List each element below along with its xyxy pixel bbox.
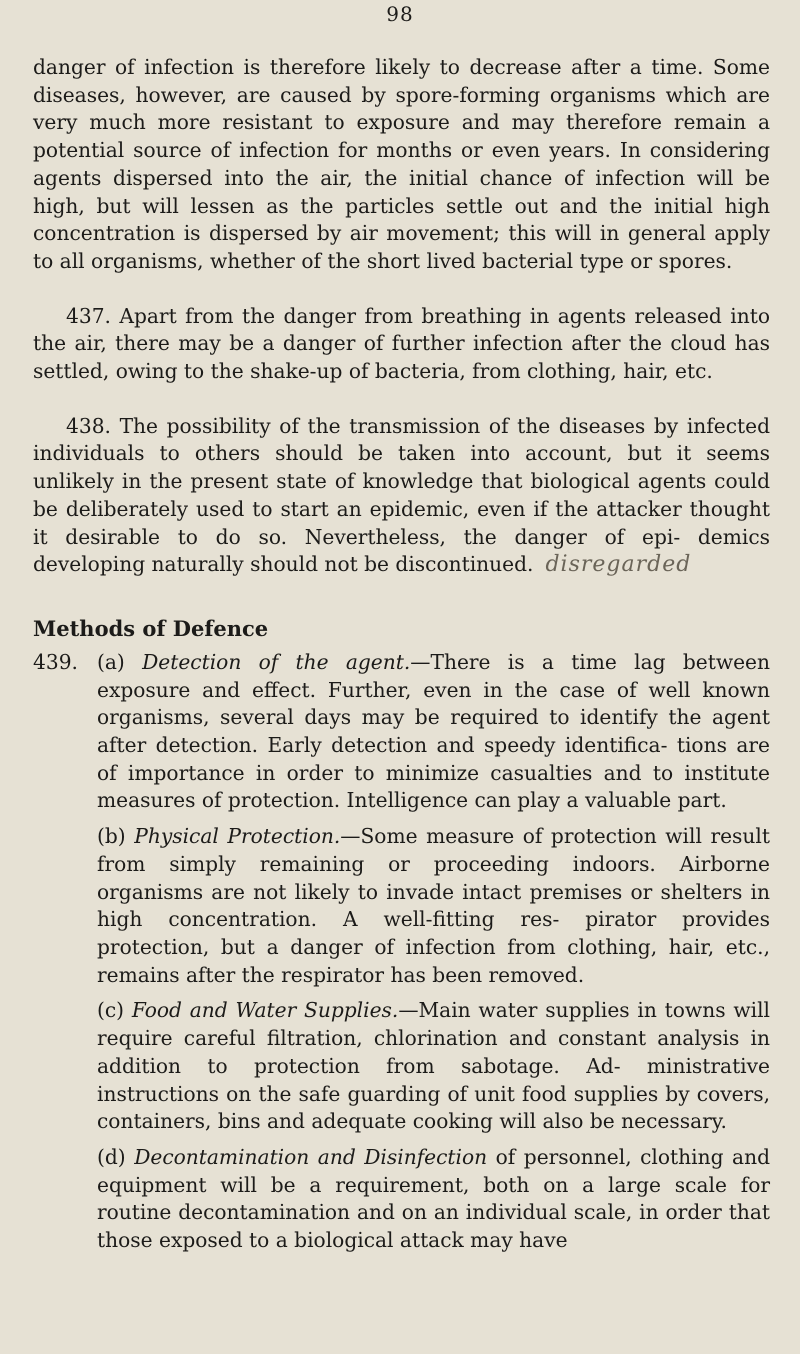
- item-label: (a): [97, 649, 125, 674]
- item-spacer: [33, 1144, 97, 1255]
- paragraph-continuation: danger of infection is therefore likely to decrease after a time. Some diseases, however, are caused by spore-forming organisms which are very much more resistant to exposure and may therefore remain a potential source of infection for months or even years. In considering agents dispersed into the air, the initial chance of infection will be high, but will lessen as the particles settle out and the initial high concentration is dispersed by air movement; this will in general apply to all organisms, whether of the short lived bacterial type or spores.: [33, 55, 770, 273]
- paragraph-438-text: 438. The possibility of the transmission of the diseases by infected individuals to others should be taken into account, but it seems unlikely in the present state of knowledge that biological agents could be deliberately used to start an epidemic, even if the attacker thought it desirable to do so. Nevertheless, the danger of epi- demics developing naturally should not be discontinued.: [33, 413, 770, 577]
- list-item-text: [97, 997, 770, 1136]
- item-spacer: [33, 823, 97, 989]
- item-body: of personnel, clothing and equipment will be a requirement, both on a large scale for routine decontamination and on an individual scale, in order that those exposed to a biological attack may have: [97, 1144, 770, 1253]
- list-item-text: [97, 1144, 770, 1255]
- item-title: Detection of the agent.: [142, 649, 411, 674]
- item-label: (d): [97, 1144, 126, 1169]
- item-body: —There is a time lag between exposure and effect. Further, even in the case of well known organisms, several days may be required to identify the agent after detection. Early detection and speedy identifica- tions are of importance in order to minimize casualties and to institute measures of protection. Intelligence can play a valuable part.: [97, 649, 770, 813]
- list-item: [33, 997, 770, 1136]
- list-item-text: [97, 823, 770, 989]
- list-item: [33, 649, 770, 815]
- item-spacer: [33, 997, 97, 1136]
- item-title: Physical Protection.: [134, 824, 341, 849]
- list-item: [33, 1144, 770, 1255]
- list-item-text: [97, 649, 770, 815]
- handwritten-annotation: disregarded: [545, 552, 692, 578]
- item-label: (b): [97, 824, 126, 849]
- body-text: [33, 54, 770, 1263]
- paragraph-438: [33, 413, 770, 579]
- item-body: —Some measure of protection will result from simply remaining or proceeding indoors. Airborne organisms are not likely to invade intact premises or shelters in high concentration. A well-fitting res- pirator provides protection, but a danger of infection from clothing, hair, etc., remains after the respirator has been removed.: [97, 824, 770, 987]
- page-number: 98: [386, 2, 414, 26]
- item-body: —Main water supplies in towns will require careful filtration, chlorination and constant analysis in addition to protection from sabotage. Ad- ministrative instructions on the safe guarding of unit food supplies by covers, containers, bins and adequate cooking will also be necessary.: [97, 998, 770, 1134]
- section-heading: Methods of Defence: [33, 615, 269, 641]
- section-number: 439.: [33, 649, 78, 674]
- item-title: Food and Water Supplies.: [131, 998, 399, 1023]
- defence-methods-list: [33, 649, 770, 1255]
- paragraph-437: 437. Apart from the danger from breathing in agents released into the air, there may be a danger of further infection after the cloud has settled, owing to the shake-up of bacteria, from clothing, hair, etc.: [33, 303, 770, 384]
- list-item: [33, 823, 770, 989]
- item-title: Decontamination and Disinfection: [134, 1144, 488, 1169]
- item-label: (c): [97, 998, 125, 1023]
